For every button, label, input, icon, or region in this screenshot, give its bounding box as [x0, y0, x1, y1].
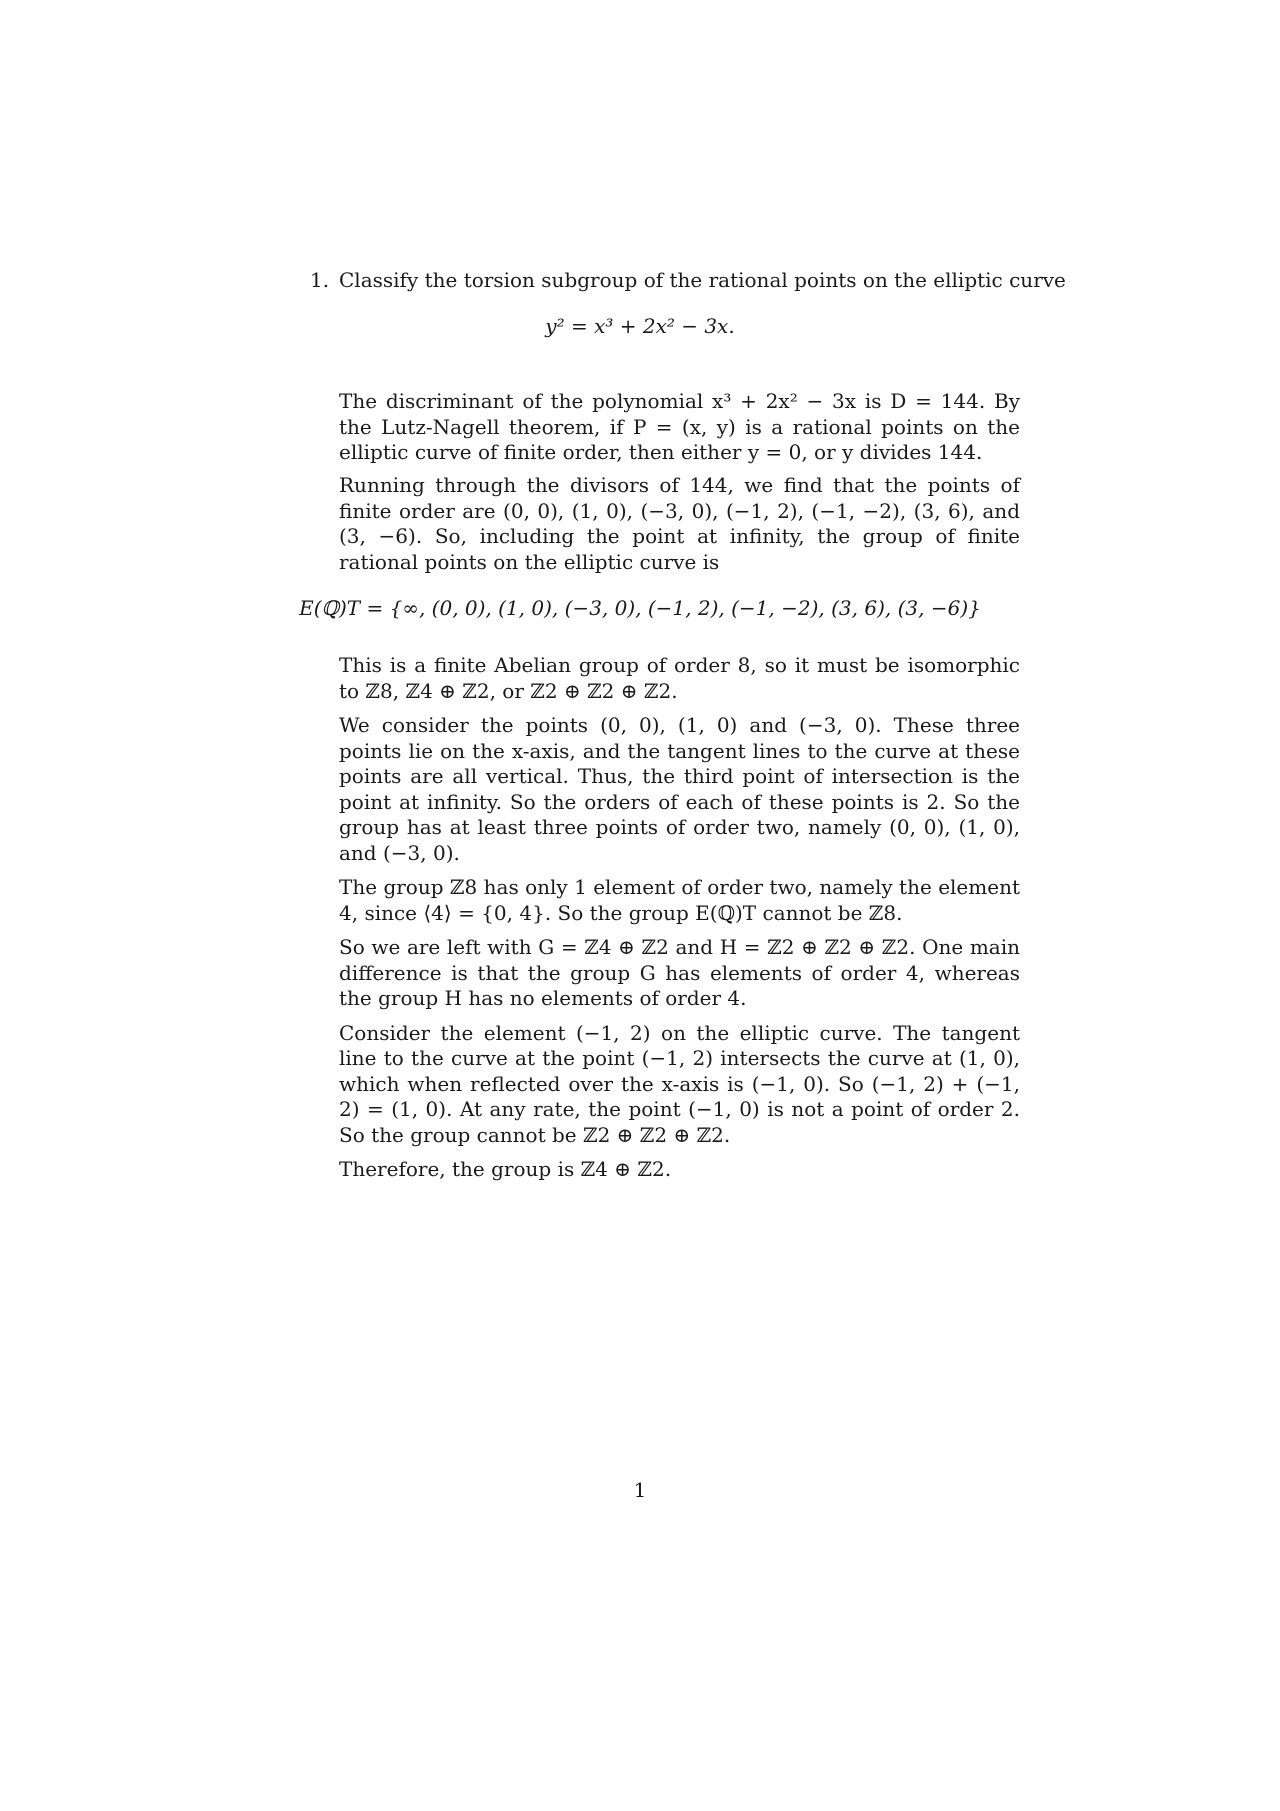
- paragraph-conclusion: Therefore, the group is ℤ4 ⊕ ℤ2.: [339, 1157, 672, 1181]
- paragraph-remaining-groups: So we are left with G = ℤ4 ⊕ ℤ2 and H = ℤ2 ⊕ ℤ2 ⊕ ℤ2. One main difference is that the group G has elements of order 4, whereas the group H has no elements of order 4.: [339, 935, 1020, 1010]
- curve-equation: y² = x³ + 2x² − 3x.: [545, 314, 735, 338]
- solution-points: [339, 473, 1020, 584]
- solution-intro: [339, 389, 1020, 475]
- paragraph-order-two-points: We consider the points (0, 0), (1, 0) and (−3, 0). These three points lie on the x-axis, and the tangent lines to the curve at these points are all vertical. Thus, the third point of intersection is the point at infinity. So the orders of each of these points is 2. So the group has at least three points of order two, namely (0, 0), (1, 0), and (−3, 0).: [339, 713, 1020, 865]
- paragraph-z8-excluded: The group ℤ8 has only 1 element of order two, namely the element 4, since ⟨4⟩ = {0, 4}. So the group E(ℚ)T cannot be ℤ8.: [339, 875, 1020, 925]
- problem-text: Classify the torsion subgroup of the rational points on the elliptic curve: [339, 268, 1066, 292]
- paragraph-finite-points: Running through the divisors of 144, we find that the points of finite order are (0, 0), (1, 0), (−3, 0), (−1, 2), (−1, −2), (3, 6), and (3, −6). So, including the point at infinity, the group of finite rational points on the elliptic curve is: [339, 473, 1020, 574]
- paragraph-discriminant: The discriminant of the polynomial x³ + 2x² − 3x is D = 144. By the Lutz-Nagell theorem, if P = (x, y) is a rational points on the elliptic curve of finite order, then either y = 0, or y divides 144.: [339, 389, 1020, 464]
- torsion-set-equation: E(ℚ)T = {∞, (0, 0), (1, 0), (−3, 0), (−1, 2), (−1, −2), (3, 6), (3, −6)}: [299, 596, 981, 620]
- paragraph-tangent-argument: Consider the element (−1, 2) on the elliptic curve. The tangent line to the curve at the point (−1, 2) intersects the curve at (1, 0), which when reflected over the x-axis is (−1, 0). So (−1, 2) + (−1, 2) = (1, 0). At any rate, the point (−1, 0) is not a point of order 2. So the group cannot be ℤ2 ⊕ ℤ2 ⊕ ℤ2.: [339, 1020, 1020, 1147]
- problem-number: 1.: [310, 268, 330, 292]
- page-number: 1: [633, 1478, 647, 1502]
- solution-argument: [339, 653, 1020, 1192]
- paragraph-isomorphism-options: This is a finite Abelian group of order 8, so it must be isomorphic to ℤ8, ℤ4 ⊕ ℤ2, or ℤ2 ⊕ ℤ2 ⊕ ℤ2.: [339, 653, 1020, 703]
